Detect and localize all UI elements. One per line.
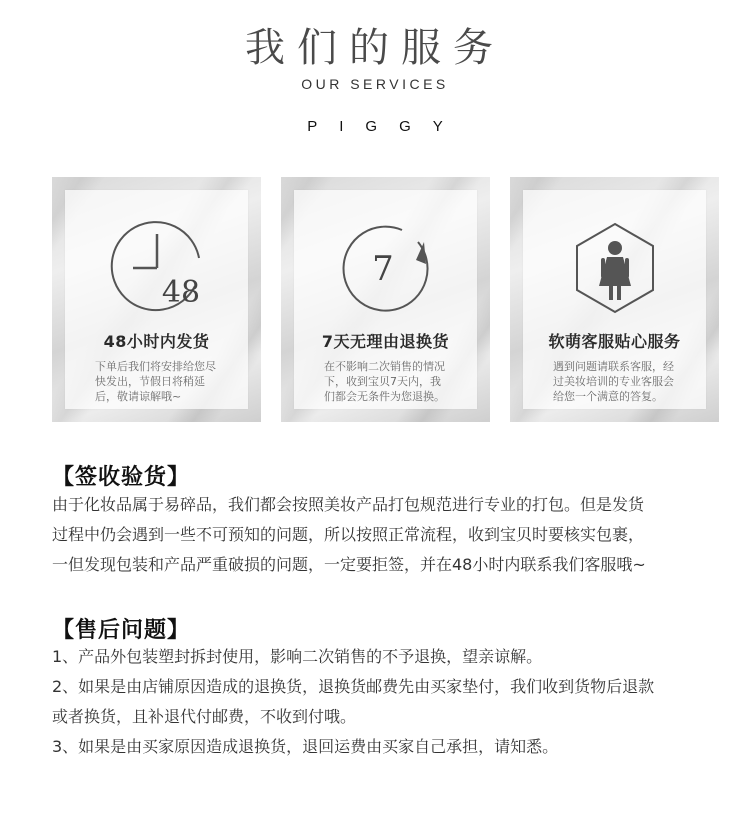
- svg-text:48: 48: [161, 275, 200, 310]
- card-title: 48小时内发货: [103, 332, 210, 351]
- paragraph-line: 2、如果是由店铺原因造成的退换货，退换货邮费先由买家垫付，我们收到货物后退款: [52, 677, 655, 696]
- section-body-inspection: [52, 490, 712, 580]
- card-title: 7天无理由退换货: [321, 332, 450, 351]
- paragraph-line: 过程中仍会遇到一些不可预知的问题，所以按照正常流程，收到宝贝时要核实包裹，: [52, 525, 645, 544]
- paragraph-line: 1、产品外包装塑封拆封使用，影响二次销售的不予退换，望亲谅解。: [52, 647, 543, 666]
- card-description: 遇到问题请联系客服，经过美妆培训的专业客服会给您一个满意的答复。: [553, 360, 674, 403]
- card-description: 下单后我们将安排给您尽快发出，节假日将稍延后，敬请谅解哦~: [95, 360, 216, 403]
- customer-service-woman-icon: [565, 218, 665, 322]
- service-card-shipping: [52, 177, 261, 422]
- clock-48-icon: [107, 218, 207, 322]
- card-description: 在不影响二次销售的情况下，收到宝贝7天内，我们都会无条件为您退换。: [324, 360, 445, 403]
- seven-days-icon: [336, 218, 436, 322]
- brand-name: PIGGY: [307, 118, 465, 135]
- card-title: 软萌客服贴心服务: [548, 332, 681, 351]
- page-subtitle: OUR SERVICES: [301, 76, 449, 92]
- svg-text:7: 7: [371, 249, 394, 289]
- paragraph-line: 3、如果是由买家原因造成退换货，退回运费由买家自己承担，请知悉。: [52, 737, 559, 756]
- section-body-after-sales: [52, 642, 712, 762]
- page-title: 我们的服务: [245, 25, 505, 71]
- section-title-after-sales: 【售后问题】: [52, 618, 191, 643]
- service-card-returns: [281, 177, 490, 422]
- paragraph-line: 由于化妆品属于易碎品，我们都会按照美妆产品打包规范进行专业的打包。但是发货: [52, 495, 645, 514]
- service-card-customer-service: [510, 177, 719, 422]
- section-title-inspection: 【签收验货】: [52, 465, 191, 490]
- paragraph-line: 或者换货，且补退代付邮费，不收到付哦。: [52, 707, 357, 726]
- paragraph-line: 一但发现包装和产品严重破损的问题，一定要拒签，并在48小时内联系我们客服哦~: [52, 555, 646, 574]
